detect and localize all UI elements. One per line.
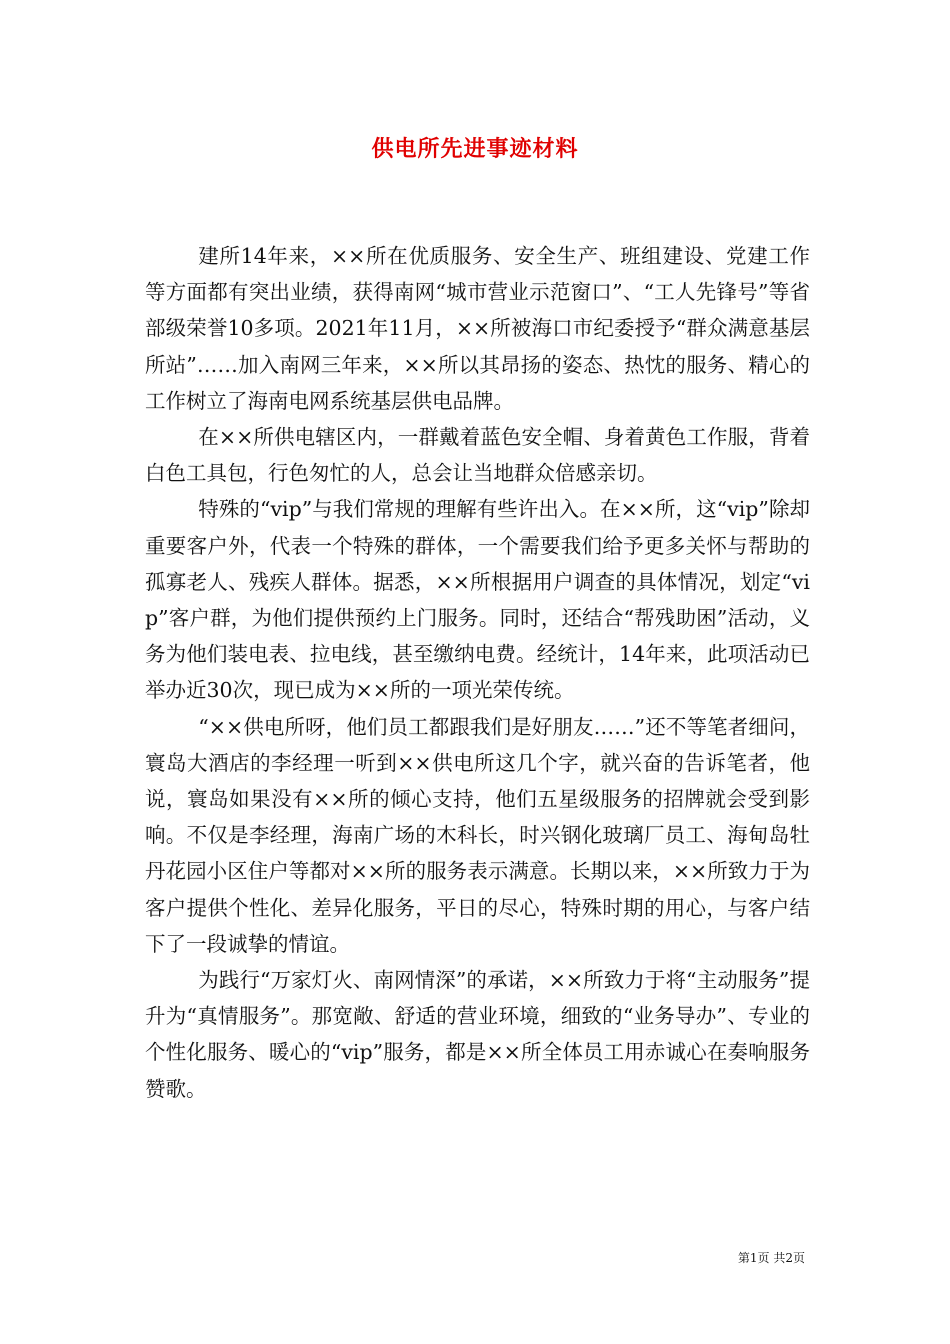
paragraph-3: 特殊的“vip”与我们常规的理解有些许出入。在××所，这“vip”除却重要客户外，代表一个特殊的群体，一个需要我们给予更多关怀与帮助的孤寡老人、残疾人群体。据悉，××所根据用户调查的具体情况，划定“vip”客户群，为他们提供预约上门服务。同时，还结合“帮残助困”活动，义务为他们装电表、拉电线，甚至缴纳电费。经统计，14年来，此项活动已举办近30次，现已成为××所的一项光荣传统。 [145,497,810,703]
paragraph-2: 在××所供电辖区内，一群戴着蓝色安全帽、身着黄色工作服，背着白色工具包，行色匆忙的人，总会让当地群众倍感亲切。 [145,425,810,486]
document-body [145,238,810,1107]
paragraph-4: “××供电所呀，他们员工都跟我们是好朋友……”还不等笔者细问，寰岛大酒店的李经理一听到××供电所这几个字，就兴奋的告诉笔者，他说，寰岛如果没有××所的倾心支持，他们五星级服务的招牌就会受到影响。不仅是李经理，海南广场的木科长，时兴钢化玻璃厂员工、海甸岛牡丹花园小区住户等都对××所的服务表示满意。长期以来，××所致力于为客户提供个性化、差异化服务，平日的尽心，特殊时期的用心，与客户结下了一段诚挚的情谊。 [145,714,810,956]
paragraph-1: 建所14年来，××所在优质服务、安全生产、班组建设、党建工作等方面都有突出业绩，获得南网“城市营业示范窗口”、“工人先锋号”等省部级荣誉10多项。2021年11月，××所被海口市纪委授予“群众满意基层所站”……加入南网三年来，××所以其昂扬的姿态、热忱的服务、精心的工作树立了海南电网系统基层供电品牌。 [145,244,810,413]
paragraph-5: 为践行“万家灯火、南网情深”的承诺，××所致力于将“主动服务”提升为“真情服务”。那宽敞、舒适的营业环境，细致的“业务导办”、专业的个性化服务、暖心的“vip”服务，都是××所全体员工用赤诚心在奏响服务赞歌。 [145,968,810,1101]
document-title: 供电所先进事迹材料 [371,136,579,162]
page-number-footer: 第1页 共2页 [737,1251,805,1265]
